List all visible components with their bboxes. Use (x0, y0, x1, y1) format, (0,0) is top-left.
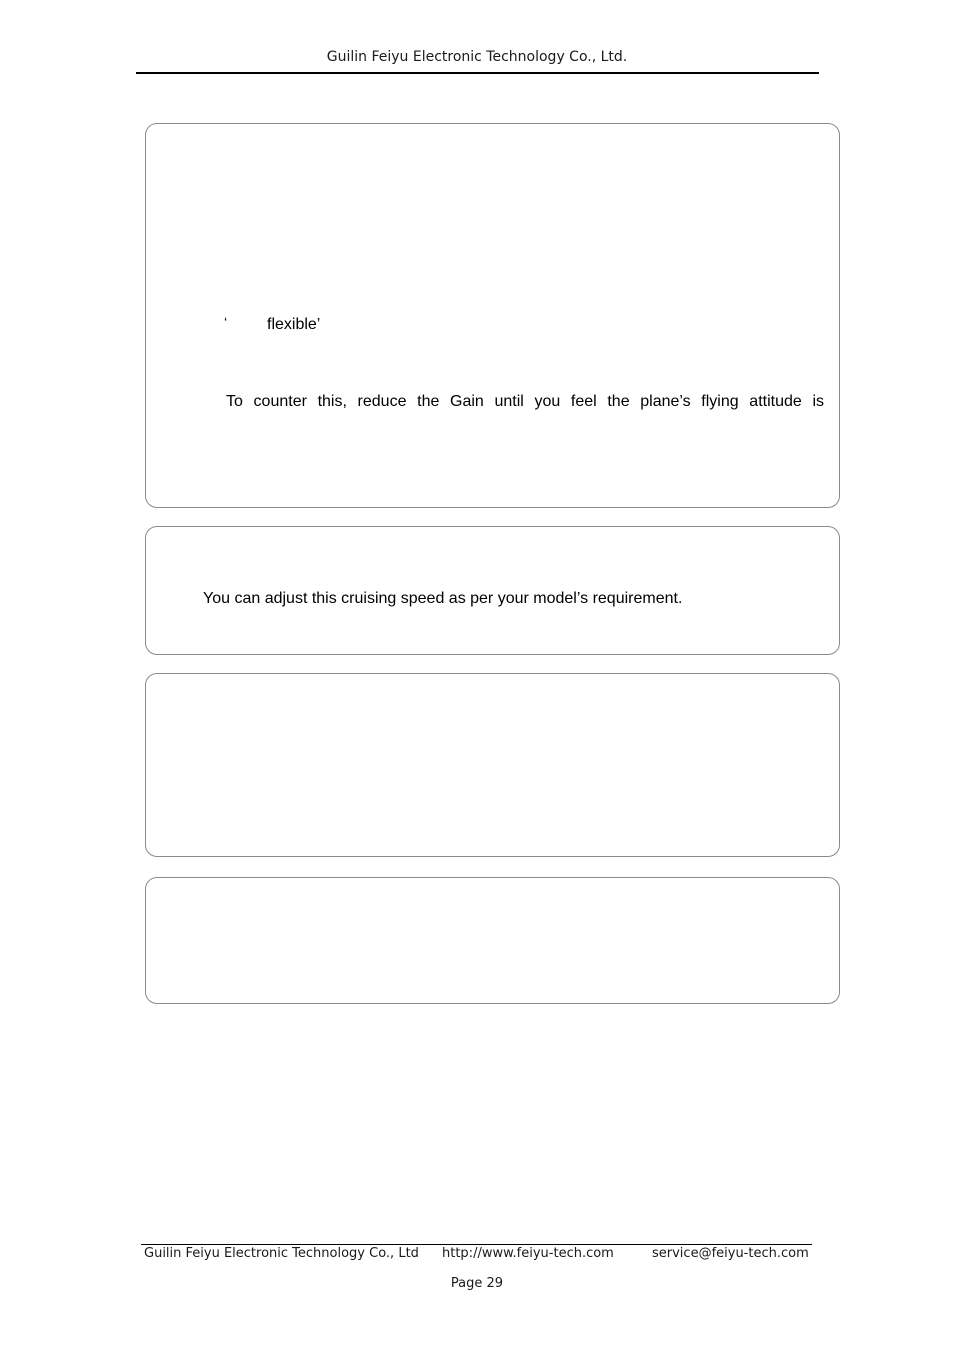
content-box-gain (145, 123, 840, 508)
footer-divider (141, 1244, 812, 1245)
header-divider (136, 72, 819, 74)
footer-website-link[interactable]: http://www.feiyu-tech.com (442, 1246, 614, 1261)
gain-instruction-text: To counter this, reduce the Gain until you feel the plane’s flying attitude is (226, 393, 824, 410)
footer-company: Guilin Feiyu Electronic Technology Co., Ltd (144, 1246, 419, 1261)
page-header-title: Guilin Feiyu Electronic Technology Co., Ltd. (326, 49, 628, 65)
cruise-speed-text: You can adjust this cruising speed as per your model’s requirement. (203, 590, 683, 607)
content-box-fourth (145, 877, 840, 1004)
page-number: Page 29 (450, 1276, 504, 1291)
footer-email-link[interactable]: service@feiyu-tech.com (652, 1246, 809, 1261)
quote-mark: ‘ (224, 314, 228, 330)
flexible-text: flexible’ (267, 316, 321, 333)
content-box-third (145, 673, 840, 857)
